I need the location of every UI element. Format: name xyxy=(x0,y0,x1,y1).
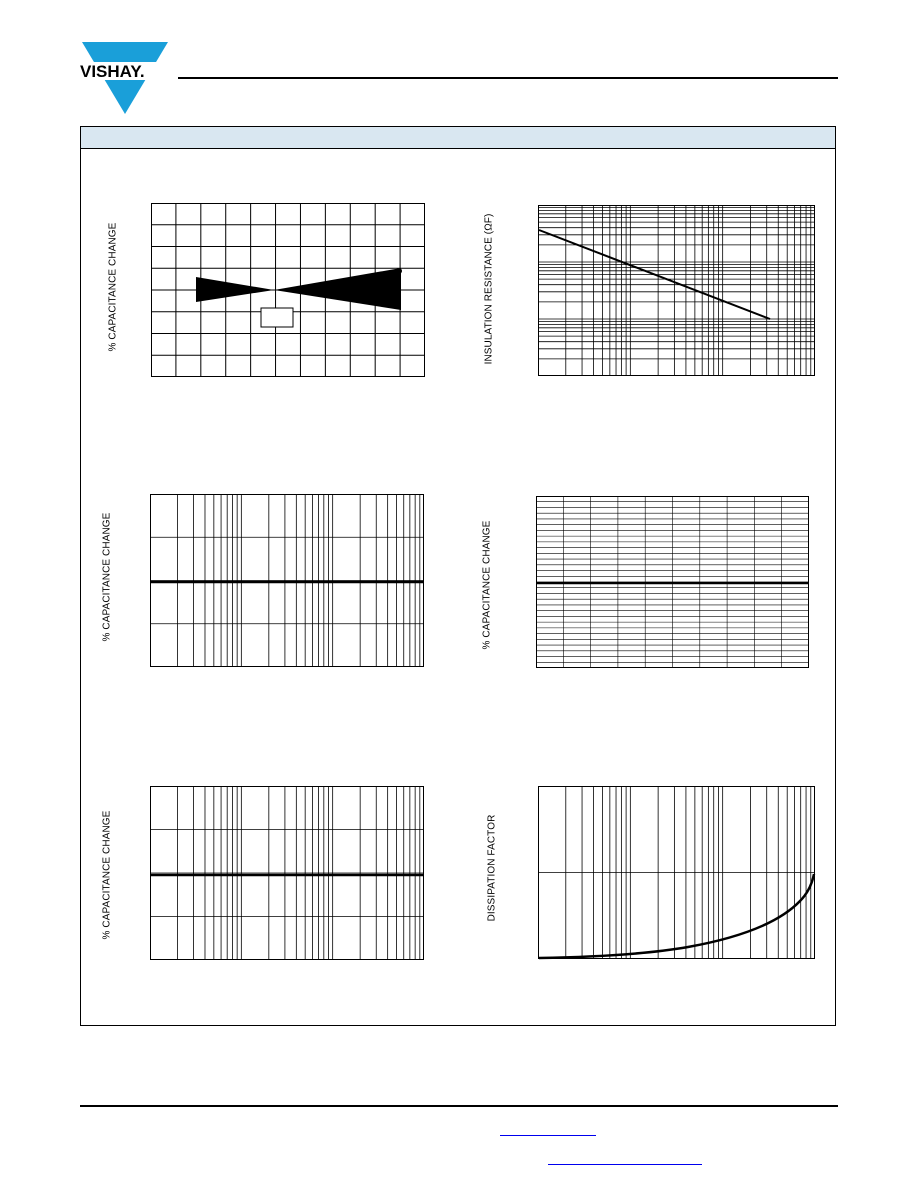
chart6-plot xyxy=(538,786,816,960)
chart6-ylabel: DISSIPATION FACTOR xyxy=(486,814,498,922)
chart6-series-curve xyxy=(539,874,814,958)
chart4-ylabel: % CAPACITANCE CHANGE xyxy=(481,520,493,650)
panel-header-bar xyxy=(81,127,835,149)
brand-wordmark: VISHAY. xyxy=(80,62,145,81)
chart5-plot xyxy=(150,786,425,961)
footer-link-underline-2[interactable] xyxy=(548,1164,702,1165)
chart1-inset-box xyxy=(261,308,293,327)
chart1-ylabel: % CAPACITANCE CHANGE xyxy=(107,222,119,352)
chart5-ylabel: % CAPACITANCE CHANGE xyxy=(101,810,113,940)
chart2-plot xyxy=(538,205,816,377)
chart2-ylabel: INSULATION RESISTANCE (ΩF) xyxy=(483,213,495,365)
chart4-plot xyxy=(536,496,810,669)
chart1-plot xyxy=(151,203,426,378)
footer-rule xyxy=(80,1105,838,1107)
vishay-logo xyxy=(80,40,180,116)
chart3-plot xyxy=(150,494,425,668)
header-rule xyxy=(178,77,838,79)
footer-link-underline-1[interactable] xyxy=(500,1135,596,1136)
chart3-ylabel: % CAPACITANCE CHANGE xyxy=(101,512,113,642)
chart1-bowtie-right xyxy=(274,268,401,310)
chart1-bowtie-left xyxy=(196,277,274,302)
